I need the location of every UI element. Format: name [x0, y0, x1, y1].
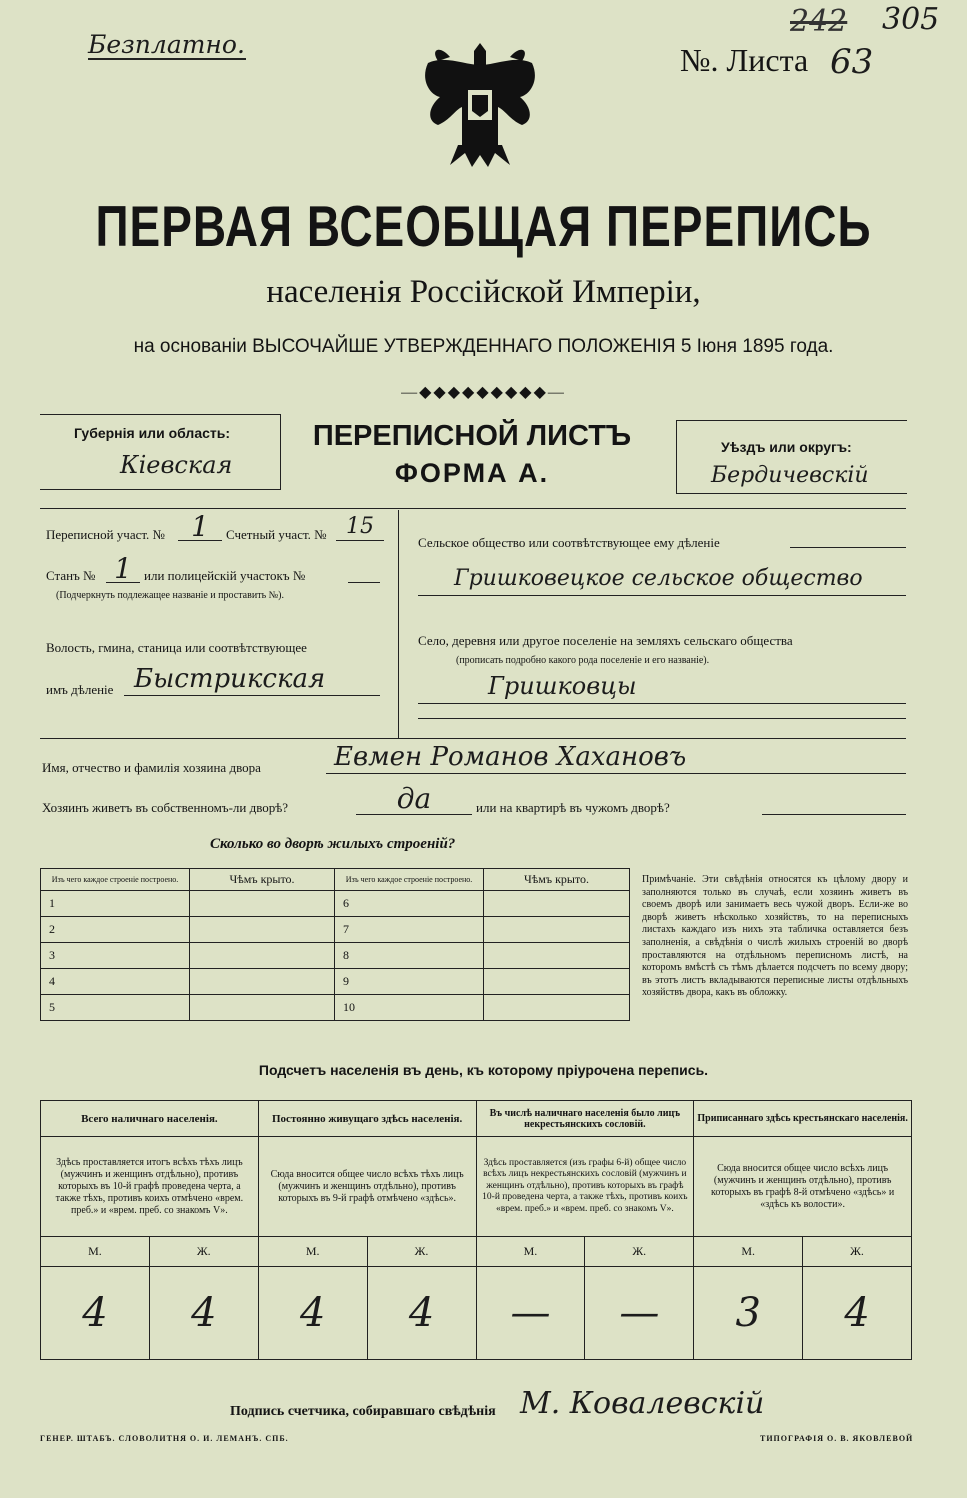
pop-col-desc: Сюда вносится общее число всѣхъ лицъ (мужчинъ и женщинъ отдѣльно), противъ которыхъ въ графѣ 8-й отмѣчено «здѣсь» и «здѣсь къ волости». [694, 1137, 912, 1237]
uezd-box [676, 420, 907, 494]
gubernia-label: Губернія или область: [74, 425, 231, 441]
table-row-num: 5 [41, 995, 190, 1021]
stan-value: 1 [106, 552, 140, 583]
pop-count-heading: Подсчетъ населенія въ день, къ которому пріурочена перепись. [258, 1062, 709, 1078]
gubernia-value: Кіевская [120, 451, 233, 479]
col-roof-right: Чѣмъ крыто. [484, 869, 630, 891]
pop-col-title: Постоянно живущаго здѣсь населенія. [258, 1101, 476, 1137]
main-subtitle: населенія Россійской Имперіи, [266, 274, 701, 310]
printer-right: ТИПОГРАФІЯ О. В. ЯКОВЛЕВОЙ [760, 1434, 914, 1443]
counter-signature: М. Ковалевскій [520, 1386, 765, 1421]
census-area-label: Переписной участ. № [46, 527, 165, 542]
stan-label: Станъ № [46, 568, 96, 583]
rent-value-blank [762, 814, 906, 815]
pop-col-desc: Здѣсь проставляется итогъ всѣхъ тѣхъ лицъ (мужчинъ и женщинъ отдѣльно), противъ которыхъ въ 10-й графѣ проведена черта, а также тѣхъ, противъ коихъ отмѣчено «врем. преб.» и «врем. преб. со знакомъ V». [41, 1137, 259, 1237]
female-header: Ж. [149, 1237, 258, 1267]
buildings-label: Сколько во дворѣ жилыхъ строеній? [210, 836, 456, 852]
gubernia-box [40, 414, 281, 490]
owner-name-label: Имя, отчество и фамилія хозяина двора [42, 760, 261, 775]
pop-value: 4 [803, 1267, 912, 1360]
male-header: М. [258, 1237, 367, 1267]
section-line-top [40, 508, 906, 509]
pop-col-desc: Сюда вносится общее число всѣхъ тѣхъ лицъ (мужчинъ и женщинъ отдѣльно), противъ которыхъ въ 9-й графѣ отмѣчено «здѣсь». [258, 1137, 476, 1237]
section-divider-vertical [398, 510, 399, 738]
own-yard-value: да [356, 782, 472, 815]
sheet-number-label: №. Листа [680, 42, 809, 78]
male-header: М. [694, 1237, 803, 1267]
printer-left: ГЕНЕР. ШТАБЪ. СЛОВОЛИТНЯ О. И. ЛЕМАНЪ. СПБ. [40, 1434, 289, 1443]
section-line-bottom [40, 738, 906, 739]
census-area-value: 1 [178, 510, 222, 541]
table-row-num: 3 [41, 943, 190, 969]
corner-number: 305 [882, 2, 940, 37]
table-row-num: 7 [335, 917, 484, 943]
pop-col-title: Приписаннаго здѣсь крестьянскаго населенія. [694, 1101, 912, 1137]
decree-basis: на основаніи ВЫСОЧАЙШЕ УТВЕРЖДЕННАГО ПОЛОЖЕНІЯ 5 Іюня 1895 года. [133, 336, 834, 357]
table-row-num: 6 [335, 891, 484, 917]
pop-value: 4 [258, 1267, 367, 1360]
main-title: ПЕРВАЯ ВСЕОБЩАЯ ПЕРЕПИСЬ [95, 193, 872, 259]
own-yard-label: Хозяинъ живетъ въ собственномъ-ли дворѣ? [42, 800, 289, 815]
volost-label-2: имъ дѣленіе [46, 682, 114, 697]
form-subtitle: ФОРМА А. [394, 458, 550, 488]
pop-col-title: Всего наличнаго населенія. [41, 1101, 259, 1137]
female-header: Ж. [367, 1237, 476, 1267]
female-header: Ж. [803, 1237, 912, 1267]
pop-value: 4 [149, 1267, 258, 1360]
pop-value: 4 [41, 1267, 150, 1360]
society-label: Сельское общество или соотвѣтствующее ему дѣленіе [418, 535, 720, 550]
double-headed-eagle-emblem [410, 35, 550, 175]
buildings-table [40, 868, 630, 1021]
pop-value: — [476, 1267, 585, 1360]
volost-label-1: Волость, гмина, станица или соотвѣтствующее [46, 640, 307, 655]
pop-value: — [585, 1267, 694, 1360]
col-roof-left: Чѣмъ крыто. [190, 869, 335, 891]
village-extra-line [418, 718, 906, 719]
stan-note: (Подчеркнуть подлежащее названіе и проставить №). [56, 590, 284, 601]
free-label: Безплатно. [88, 30, 245, 59]
form-title: ПЕРЕПИСНОЙ ЛИСТЪ [312, 420, 632, 452]
male-header: М. [476, 1237, 585, 1267]
pop-col-title: Въ числѣ наличнаго населенія было лицъ некрестьянскихъ сословій. [476, 1101, 694, 1137]
pop-value: 4 [367, 1267, 476, 1360]
village-label: Село, деревня или другое поселеніе на земляхъ сельскаго общества [418, 633, 793, 648]
sign-label: Подпись счетчика, собиравшаго свѣдѣнія [230, 1404, 496, 1419]
female-header: Ж. [585, 1237, 694, 1267]
free-underline [88, 58, 246, 60]
village-value: Гришковцы [418, 672, 906, 704]
note-text: Примѣчаніе. Эти свѣдѣнія относятся къ цѣлому двору и заполняются только въ случаѣ, если хозяинъ живетъ въ своемъ дворѣ или занимаетъ весь чужой дворъ. Если-же во дворѣ живетъ нѣсколько хозяйствъ, то на переписныхъ листахъ каждаго изъ нихъ эта табличка оставляется безъ заполненія, а свѣдѣнія о числѣ жилыхъ строеній во дворѣ проставляются на отдѣльномъ переписномъ листѣ, на которомъ вмѣстѣ съ тѣмъ дѣлается подсчетъ по всему двору; въ этотъ листъ вкладываются переписные листы отдѣльныхъ хозяйствъ двора, какъ въ обложку. [642, 874, 908, 999]
table-row-num: 9 [335, 969, 484, 995]
sheet-number-old: 242 [790, 4, 848, 39]
village-note: (прописать подробно какого рода поселеніе и его названіе). [456, 655, 710, 666]
rent-label: или на квартирѣ въ чужомъ дворѣ? [476, 800, 670, 815]
pop-count-table [40, 1100, 912, 1360]
count-area-label: Счетный участ. № [226, 527, 327, 542]
table-row-num: 2 [41, 917, 190, 943]
pop-value: 3 [694, 1267, 803, 1360]
society-value: Гришковецкое сельское общество [418, 566, 906, 596]
table-row-num: 8 [335, 943, 484, 969]
male-header: М. [41, 1237, 150, 1267]
society-label-line [790, 547, 906, 548]
uezd-label: Уѣздъ или округъ: [721, 439, 852, 455]
table-row-num: 1 [41, 891, 190, 917]
ornament-divider: —◆◆◆◆◆◆◆◆◆— [401, 384, 566, 401]
table-row-num: 4 [41, 969, 190, 995]
owner-name-value: Евмен Романов Хахановъ [326, 742, 906, 774]
col-built-right: Изъ чего каждое строеніе построено. [335, 869, 484, 891]
sheet-number-value: 63 [830, 42, 874, 82]
volost-value: Быстрикская [124, 664, 380, 696]
pop-col-desc: Здѣсь проставляется (изъ графы 6-й) общее число всѣхъ лицъ некрестьянскихъ сословій (мужчинъ и женщинъ отдѣльно), противъ которыхъ въ графѣ 10-й проведена черта, а также тѣхъ, противъ коихъ «врем. преб.» и «врем. преб. со знакомъ V». [476, 1137, 694, 1237]
col-built-left: Изъ чего каждое строеніе построено. [41, 869, 190, 891]
table-row-num: 10 [335, 995, 484, 1021]
police-value-blank [348, 568, 380, 583]
police-label: или полицейскій участокъ № [144, 568, 306, 583]
uezd-value: Бердичевскій [711, 463, 869, 488]
count-area-value: 15 [336, 514, 384, 541]
